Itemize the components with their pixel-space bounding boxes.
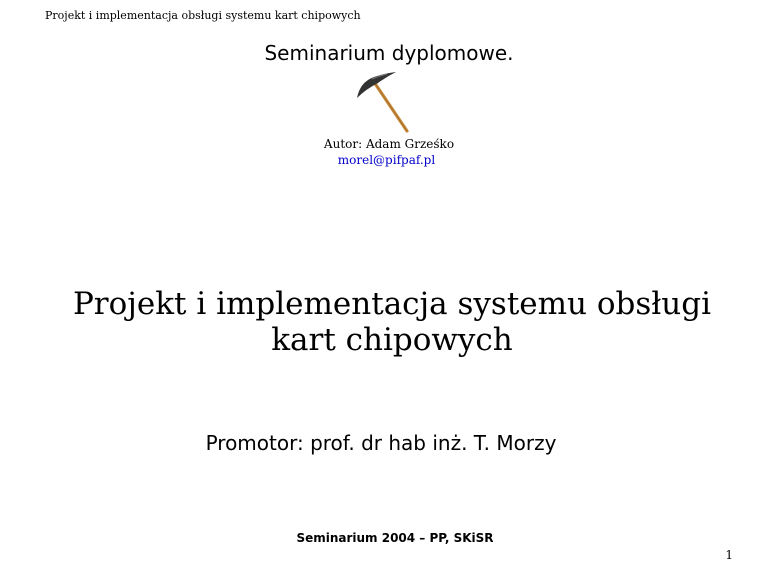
promoter-label: Promotor: prof. dr hab inż. T. Morzy xyxy=(205,431,557,455)
author-label: Autor: Adam Grześko xyxy=(323,137,455,151)
seminar-title: Seminarium dyplomowe. xyxy=(264,41,514,65)
main-title xyxy=(30,286,754,358)
page-number: 1 xyxy=(725,548,733,562)
running-header: Projekt i implementacja obsługi systemu kart chipowych xyxy=(45,9,361,22)
footer-text: Seminarium 2004 – PP, SKiSR xyxy=(296,531,494,545)
author-email-link[interactable]: morel@pifpaf.pl xyxy=(337,153,436,167)
pickaxe-icon xyxy=(352,68,412,136)
main-title-line-2: kart chipowych xyxy=(271,322,513,358)
main-title-line-1: Projekt i implementacja systemu obsługi xyxy=(72,286,712,322)
